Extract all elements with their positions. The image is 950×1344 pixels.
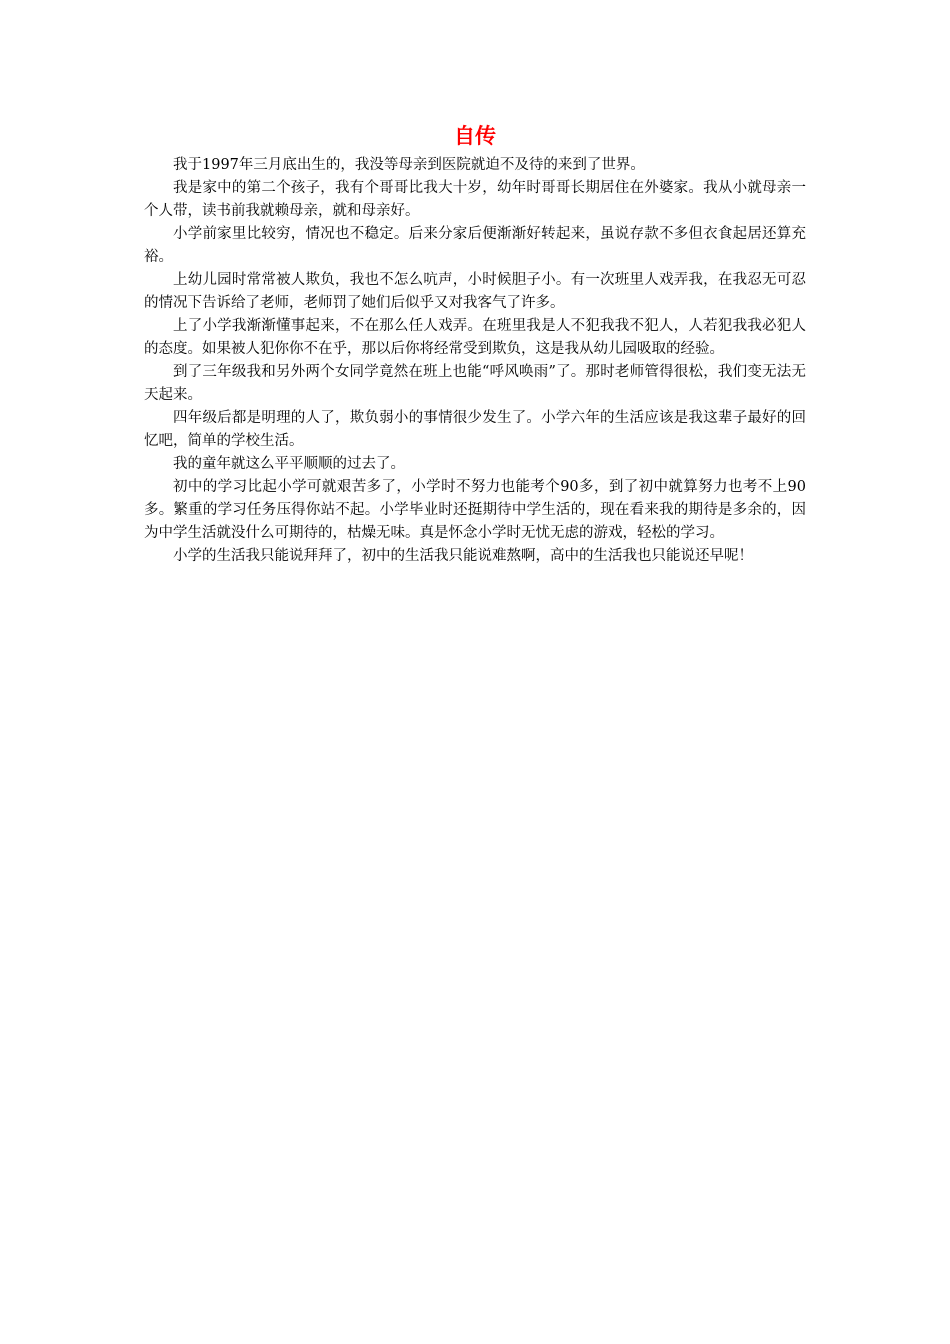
paragraph-8: 我的童年就这么平平顺顺的过去了。	[173, 456, 405, 472]
paragraph-9: 初中的学习比起小学可就艰苦多了，小学时不努力也能考个90多，到了初中就算努力也考不上90多。繁重的学习任务压得你站不起。小学毕业时还挺期待中学生活的，现在看来我的期待是多余的，因为中学生活就没什么可期待的，枯燥无味。真是怀念小学时无忧无虑的游戏，轻松的学习。	[144, 479, 806, 541]
paragraph-7: 四年级后都是明理的人了，欺负弱小的事情很少发生了。小学六年的生活应该是我这辈子最好的回忆吧，简单的学校生活。	[144, 410, 806, 449]
paragraph-3: 小学前家里比较穷，情况也不稳定。后来分家后便渐渐好转起来，虽说存款不多但衣食起居还算充裕。	[144, 226, 806, 265]
document-body	[144, 120, 806, 568]
paragraph-1: 我于1997年三月底出生的，我没等母亲到医院就迫不及待的来到了世界。	[173, 157, 645, 173]
paragraph-4: 上幼儿园时常常被人欺负，我也不怎么吭声，小时候胆子小。有一次班里人戏弄我，在我忍无可忍的情况下告诉给了老师，老师罚了她们后似乎又对我客气了许多。	[144, 272, 806, 311]
document-title: 自传	[454, 124, 496, 148]
paragraph-5: 上了小学我渐渐懂事起来，不在那么任人戏弄。在班里我是人不犯我我不犯人，人若犯我我必犯人的态度。如果被人犯你你不在乎，那以后你将经常受到欺负，这是我从幼儿园吸取的经验。	[144, 318, 806, 357]
paragraph-10: 小学的生活我只能说拜拜了，初中的生活我只能说难熬啊，高中的生活我也只能说还早呢！	[173, 548, 753, 564]
paragraph-6: 到了三年级我和另外两个女同学竟然在班上也能“呼风唤雨”了。那时老师管得很松，我们变无法无天起来。	[144, 364, 806, 403]
paragraph-2: 我是家中的第二个孩子，我有个哥哥比我大十岁，幼年时哥哥长期居住在外婆家。我从小就母亲一个人带，读书前我就赖母亲，就和母亲好。	[144, 180, 806, 219]
